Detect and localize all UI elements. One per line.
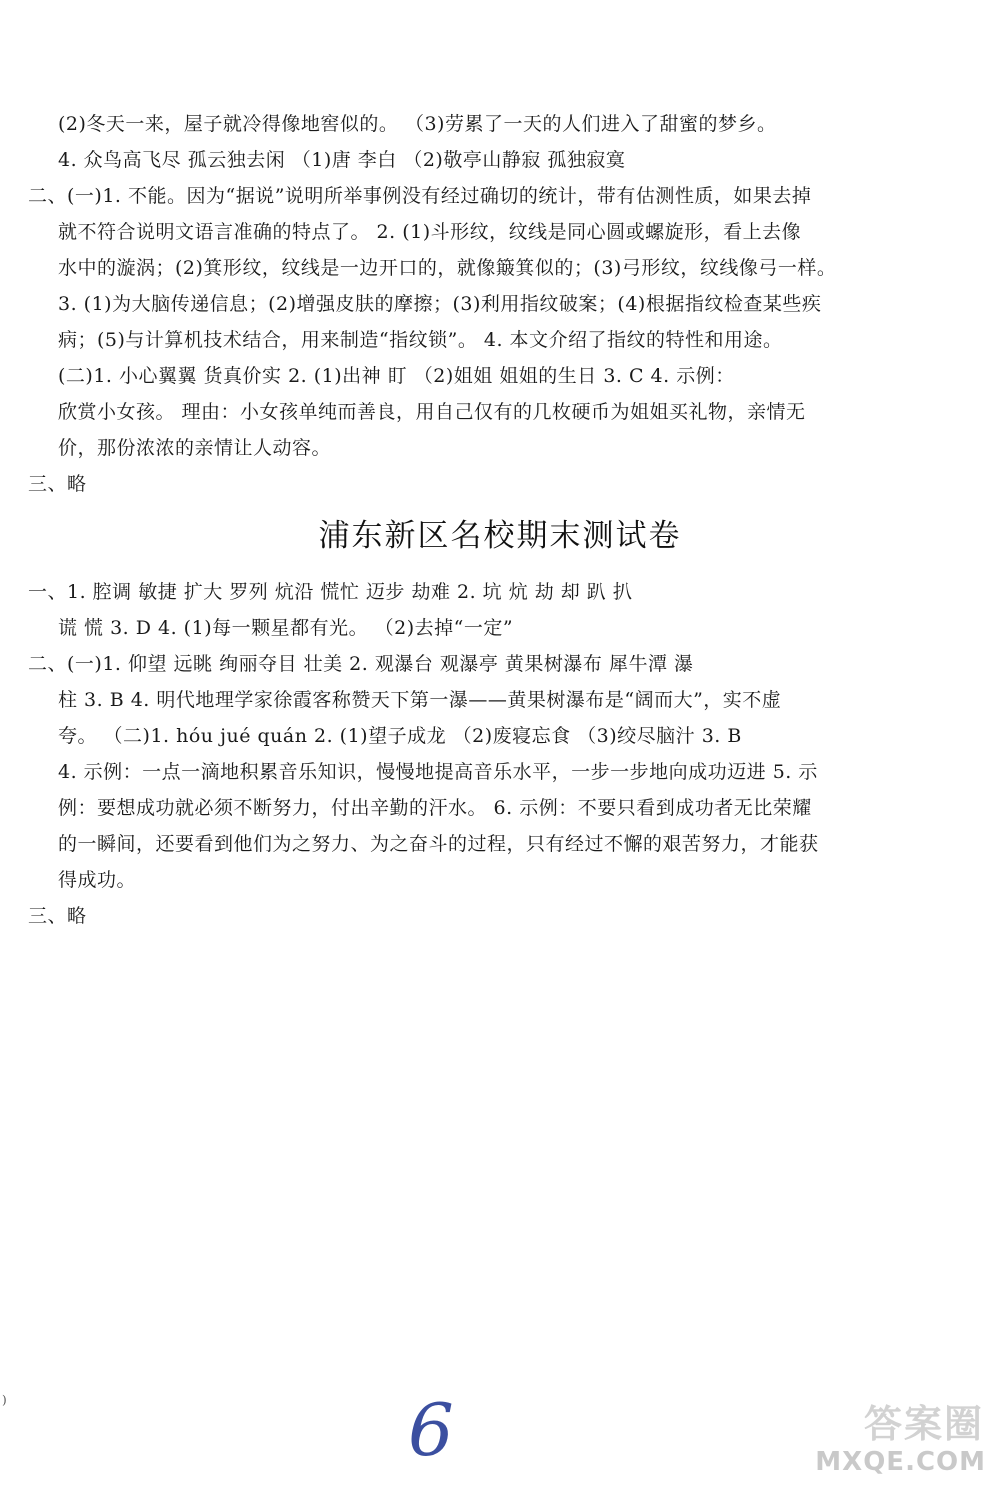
edge-mark: ): [2, 1393, 7, 1407]
text-line: (2)冬天一来，屋子就冷得像地窖似的。 （3)劳累了一天的人们进入了甜蜜的梦乡。: [58, 113, 777, 135]
text-line: 二、(一)1. 不能。因为“据说”说明所举事例没有经过确切的统计，带有估测性质，如果去掉: [28, 185, 812, 207]
text-line: 例：要想成功就必须不断努力，付出辛勤的汗水。 6. 示例：不要只看到成功者无比荣耀: [58, 797, 812, 819]
text-line: 谎 慌 3. D 4. (1)每一颗星都有光。 （2)去掉“一定”: [58, 617, 514, 639]
text-line: 的一瞬间，还要看到他们为之努力、为之奋斗的过程，只有经过不懈的艰苦努力，才能获: [58, 833, 819, 855]
watermark-bottom-text: MXQE.COM: [815, 1447, 986, 1477]
handwritten-page-number: 6: [408, 1388, 454, 1472]
section-title: 浦东新区名校期末测试卷: [318, 518, 682, 554]
watermark-top-text: 答案圈: [863, 1402, 984, 1446]
text-line: 病；(5)与计算机技术结合，用来制造“指纹锁”。 4. 本文介绍了指纹的特性和用途。: [58, 329, 783, 351]
text-line: 就不符合说明文语言准确的特点了。 2. (1)斗形纹，纹线是同心圆或螺旋形，看上去像: [58, 221, 802, 243]
text-line: 水中的漩涡；(2)箕形纹，纹线是一边开口的，就像簸箕似的；(3)弓形纹，纹线像弓一样。: [58, 257, 837, 279]
text-line: 得成功。: [58, 869, 137, 891]
text-line: 欣赏小女孩。 理由：小女孩单纯而善良，用自己仅有的几枚硬币为姐姐买礼物，亲情无: [58, 401, 806, 423]
text-line: 3. (1)为大脑传递信息；(2)增强皮肤的摩擦；(3)利用指纹破案；(4)根据指纹检查某些疾: [58, 293, 822, 315]
text-line: 三、略: [28, 473, 87, 495]
text-line: 价，那份浓浓的亲情让人动容。: [58, 437, 332, 459]
text-line: 4. 众鸟高飞尽 孤云独去闲 （1)唐 李白 （2)敬亭山静寂 孤独寂寞: [58, 149, 626, 171]
text-line: 一、1. 腔调 敏捷 扩大 罗列 炕沿 慌忙 迈步 劫难 2. 坑 炕 劫 却 趴 扒: [28, 581, 633, 603]
text-line: (二)1. 小心翼翼 货真价实 2. (1)出神 盯 （2)姐姐 姐姐的生日 3. C 4. 示例：: [58, 365, 735, 387]
text-line: 柱 3. B 4. 明代地理学家徐霞客称赞天下第一瀑——黄果树瀑布是“阔而大”，实不虚: [58, 689, 782, 711]
text-line: 夸。 （二)1. hóu jué quán 2. (1)望子成龙 （2)废寝忘食 （3)绞尽脑汁 3. B: [58, 725, 742, 747]
text-line: 三、略: [28, 905, 87, 927]
text-line: 二、(一)1. 仰望 远眺 绚丽夺目 壮美 2. 观瀑台 观瀑亭 黄果树瀑布 犀牛潭 瀑: [28, 653, 694, 675]
watermark-logo: [810, 1393, 990, 1477]
text-line: 4. 示例：一点一滴地积累音乐知识，慢慢地提高音乐水平，一步一步地向成功迈进 5. 示: [58, 761, 818, 783]
